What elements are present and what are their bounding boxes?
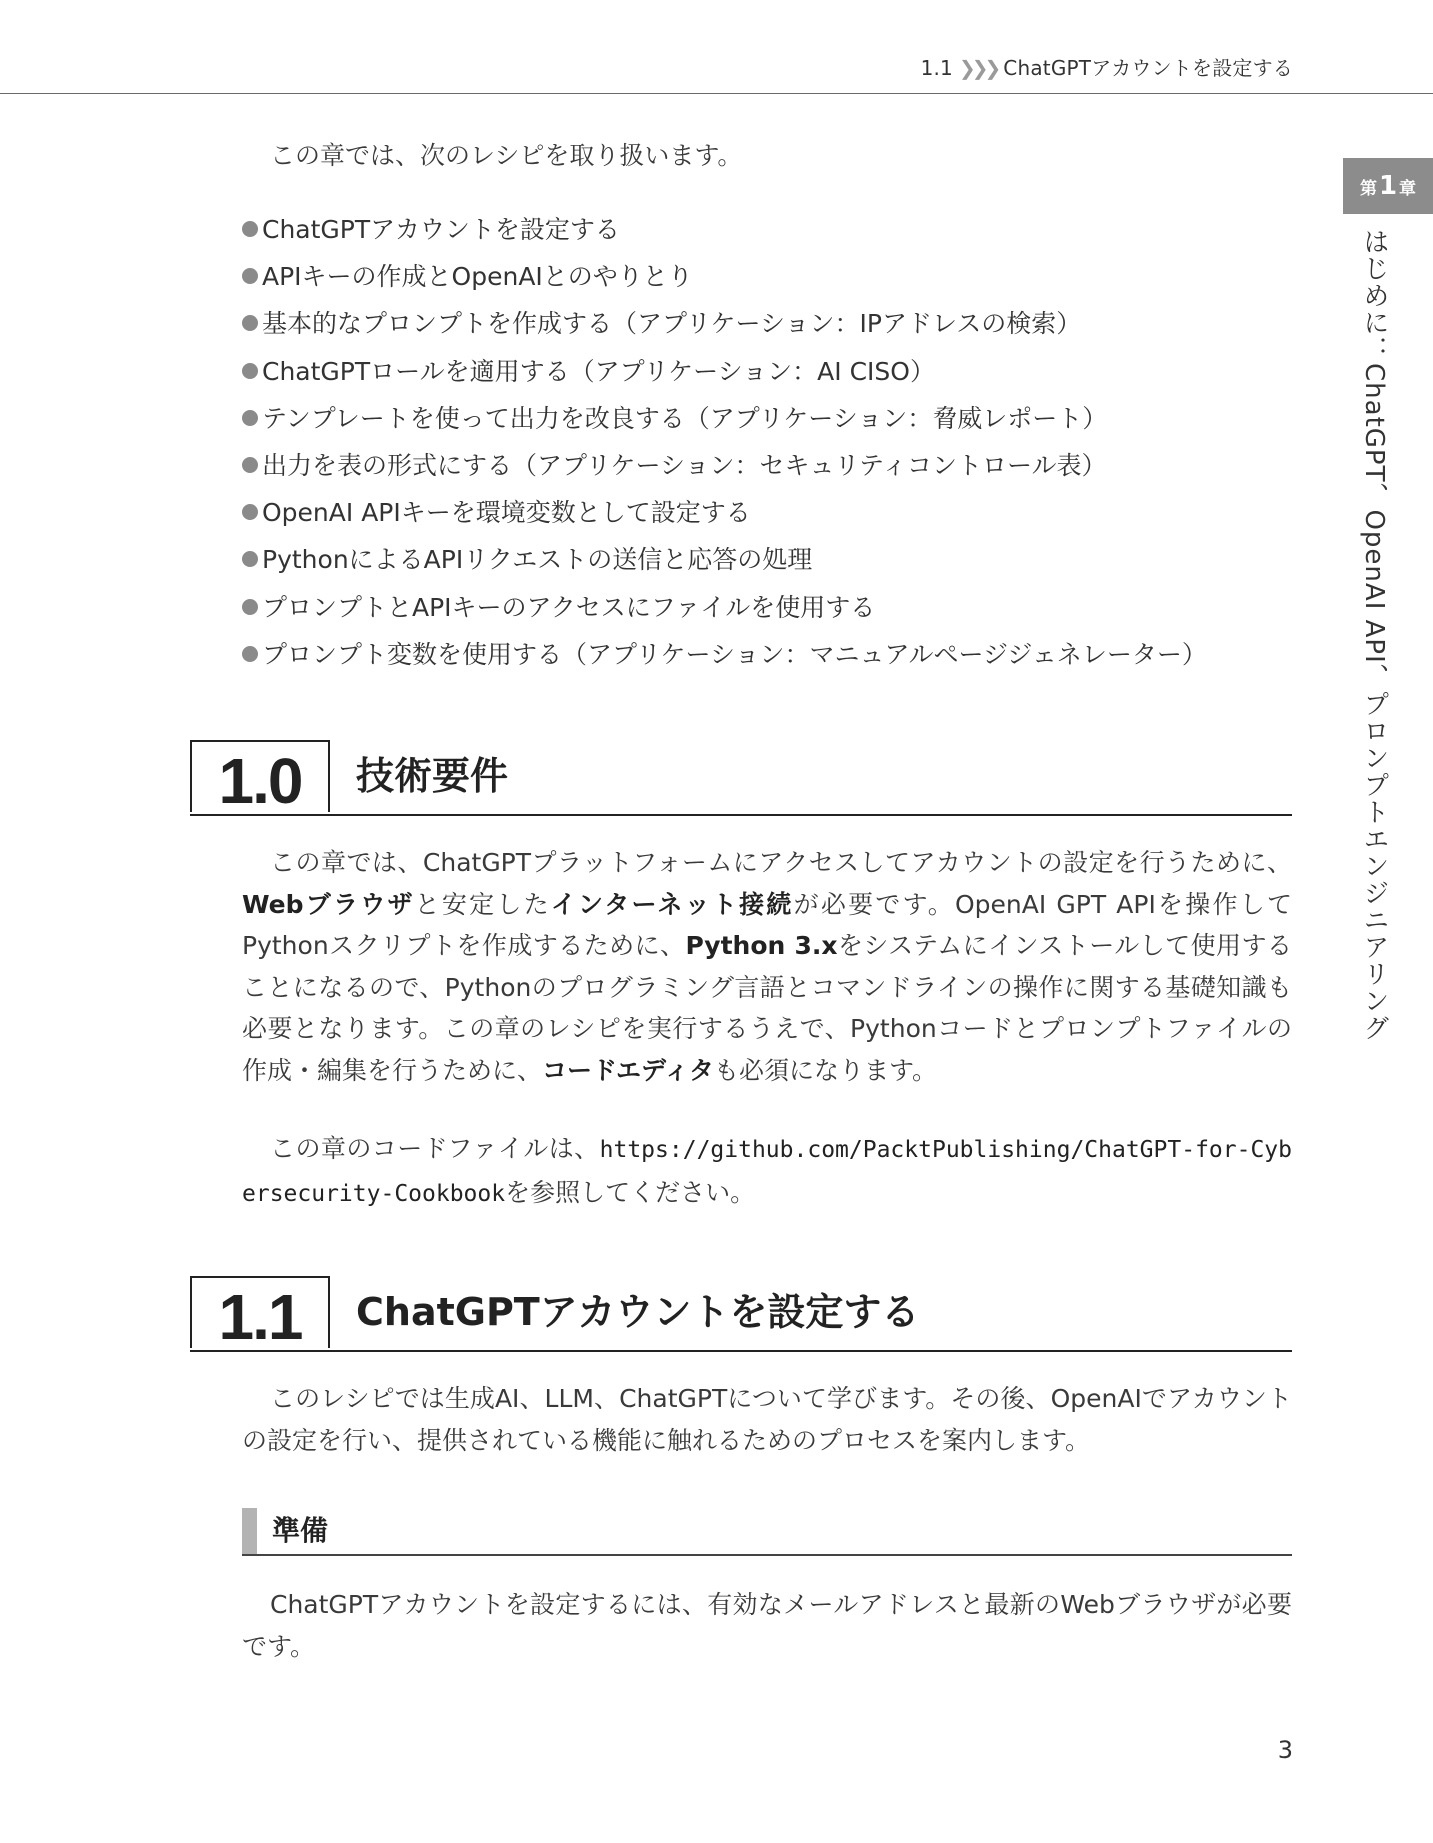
section-title: 技術要件 <box>356 754 509 798</box>
text-run: この章のコードファイルは、 <box>270 1134 600 1163</box>
recipe-list <box>242 206 1207 678</box>
chapter-tab-suffix: 章 <box>1399 178 1417 199</box>
list-item-text: PythonによるAPIリクエストの送信と応答の処理 <box>262 545 813 575</box>
text-run: を参照してください。 <box>505 1177 756 1207</box>
list-item-text: ChatGPTロールを適用する（アプリケーション：AI CISO） <box>262 356 935 386</box>
bullet-icon <box>242 457 258 473</box>
chapter-tab-number: 1 <box>1378 171 1398 201</box>
tech-requirements-paragraph <box>242 842 1292 1091</box>
section-heading-1-1 <box>190 1276 1292 1352</box>
list-item-text: プロンプト変数を使用する（アプリケーション：マニュアルページジェネレーター） <box>262 639 1207 669</box>
section-1-1-paragraph: このレシピでは生成AI、LLM、ChatGPTについて学びます。その後、OpenAIでアカウントの設定を行い、提供されている機能に触れるためのプロセスを案内します。 <box>242 1384 1292 1455</box>
text-run: も必須になります。 <box>714 1055 938 1085</box>
bullet-icon <box>242 551 258 567</box>
section-heading-1-0 <box>190 740 1292 816</box>
bullet-icon <box>242 504 258 520</box>
running-header-separator: ❯❯❯ <box>959 56 998 80</box>
running-header-title: ChatGPTアカウントを設定する <box>1003 56 1293 80</box>
subsection-heading <box>242 1508 1292 1556</box>
bullet-icon <box>242 363 258 379</box>
list-item-text: 出力を表の形式にする（アプリケーション：セキュリティコントロール表） <box>262 450 1107 480</box>
preparation-paragraph: ChatGPTアカウントを設定するには、有効なメールアドレスと最新のWebブラウザが必要です。 <box>242 1590 1292 1661</box>
list-item <box>242 348 1207 395</box>
bold-term: Python 3.x <box>685 931 838 960</box>
list-item <box>242 442 1207 489</box>
chapter-tab-prefix: 第 <box>1359 178 1377 199</box>
text-run: が必要です。OpenAI GPT APIを操作してPythonスクリプトを作成するために、 <box>242 889 1292 960</box>
bullet-icon <box>242 315 258 331</box>
list-item-text: プロンプトとAPIキーのアクセスにファイルを使用する <box>262 592 876 622</box>
subsection-title: 準備 <box>272 1514 329 1547</box>
chapter-tab <box>1343 158 1433 214</box>
section-number: 1.0 <box>190 740 330 812</box>
bold-term: コードエディタ <box>542 1055 715 1085</box>
text-run: この章では、ChatGPTプラットフォームにアクセスしてアカウントの設定を行うために、 <box>270 848 1292 877</box>
subsection-bar <box>242 1508 257 1554</box>
running-header <box>921 52 1293 81</box>
header-rule <box>0 93 1433 94</box>
list-item-text: 基本的なプロンプトを作成する（アプリケーション：IPアドレスの検索） <box>262 309 1082 339</box>
chapter-side-title: はじめに：ChatGPT、OpenAI API、プロンプトエンジニアリング <box>1359 228 1389 1042</box>
section-number: 1.1 <box>190 1276 330 1348</box>
bold-term: インターネット接続 <box>550 889 794 919</box>
list-item <box>242 489 1207 536</box>
list-item <box>242 584 1207 631</box>
list-item <box>242 300 1207 347</box>
bold-term: Webブラウザ <box>242 889 415 919</box>
code-files-paragraph <box>242 1128 1292 1215</box>
running-header-number: 1.1 <box>920 56 953 80</box>
list-item <box>242 253 1207 300</box>
list-item-text: ChatGPTアカウントを設定する <box>262 215 620 244</box>
list-item-text: OpenAI APIキーを環境変数として設定する <box>262 498 751 528</box>
repository-url-link[interactable]: https://github.com/PacktPublishing/ChatGPT-for-Cybersecurity-Cookbook <box>242 1137 1292 1207</box>
list-item-text: APIキーの作成とOpenAIとのやりとり <box>262 262 693 292</box>
page-number: 3 <box>1277 1736 1293 1764</box>
section-title: ChatGPTアカウントを設定する <box>356 1290 920 1334</box>
bullet-icon <box>242 410 258 426</box>
bullet-icon <box>242 646 258 662</box>
text-run: をシステムにインストールして使用することになるので、Pythonのプログラミング言語とコマンドラインの操作に関する基礎知識も必要となります。この章のレシピを実行するうえで、Pythonコードとプロンプトファイルの作成・編集を行うために、 <box>242 931 1292 1085</box>
intro-text: この章では、次のレシピを取り扱います。 <box>270 141 743 170</box>
bullet-icon <box>242 599 258 615</box>
text-run: と安定した <box>414 889 551 919</box>
list-item <box>242 631 1207 678</box>
bullet-icon <box>242 268 258 284</box>
bullet-icon <box>242 221 258 237</box>
list-item <box>242 395 1207 442</box>
list-item <box>242 206 1207 253</box>
list-item-text: テンプレートを使って出力を改良する（アプリケーション：脅威レポート） <box>262 403 1108 433</box>
list-item <box>242 536 1207 583</box>
